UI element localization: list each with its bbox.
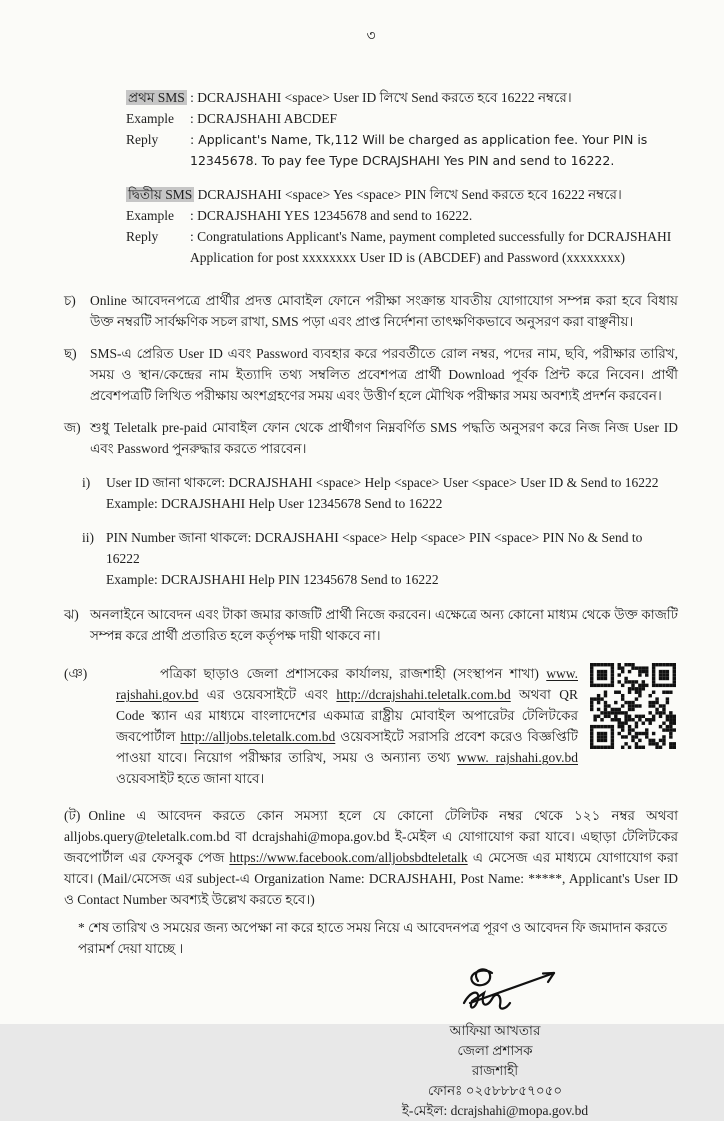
sms2-reply-label: Reply [126, 229, 159, 244]
signatory-title: জেলা প্রশাসক [457, 1043, 533, 1058]
help-item-1-line2: Example: DCRAJSHAHI Help User 12345678 Send to 16222 [106, 496, 443, 511]
help-item-1-label: i) [82, 475, 91, 490]
sms1-label: প্রথম SMS [128, 90, 185, 105]
signature-block [360, 963, 630, 1121]
sms-step-2 [126, 184, 678, 268]
signature-image [450, 963, 570, 1025]
advice-note: * শেষ তারিখ ও সময়ের জন্য অপেক্ষা না করে হাতে সময় নিয়ে এ আবেদনপত্র পূরণ ও আবেদন ফি জমাদান করতে পরামর্শ দেয়া যাচ্ছে । [78, 920, 668, 956]
sms1-example-value: : DCRAJSHAHI ABCDEF [190, 111, 338, 126]
help-item-2-line2: Example: DCRAJSHAHI Help PIN 12345678 Send to 16222 [106, 572, 439, 587]
email-label: ই-মেইল: [401, 1103, 448, 1118]
sms1-reply-label: Reply [126, 132, 159, 147]
help-item-1-line1: User ID জানা থাকলে: DCRAJSHAHI <space> Help <space> User <space> User ID & Send to 16222 [106, 475, 659, 490]
help-item-2-line1: PIN Number জানা থাকলে: DCRAJSHAHI <space> Help <space> PIN <space> PIN No & Send to 16222 [106, 530, 643, 566]
page-number: ৩ [366, 29, 376, 44]
sms1-reply-row [126, 129, 678, 171]
section-ta-text: Online এ আবেদন করতে কোন সমস্যা হলে যে কোনো টেলিটক নম্বর থেকে ১২১ নম্বর অথবা alljobs.query@teletalk.com.bd বা dcrajshahi@mopa.gov.bd ই-মেইল এ যোগাযোগ করা যাবে। এছাড়া টেলিটকের জবপোর্টাল এর ফেসবুক পেজ https://www.facebook.com/alljobsbdteletalk এ মেসেজ এর মাধ্যমে যোগাযোগ করা যাবে। (Mail/মেসেজ এর subject-এ Organization Name: DCRAJSHAHI, Post Name: *****, Applicant's User ID ও Contact Number অবশ্যই উল্লেখ করতে হবে।) [64, 808, 678, 907]
section-ta-label: (ট) [64, 808, 81, 823]
sms1-example-row [126, 108, 678, 129]
section-chha [64, 343, 678, 406]
section-ja-text: শুধু Teletalk pre-paid মোবাইল ফোন থেকে প্রার্থীগণ নিম্নবর্ণিত SMS পদ্ধতি অনুসরণ করে নিজ নিজ User ID এবং Password পুনরুদ্ধার করতে পারবেন। [90, 420, 678, 456]
section-chha-text: SMS-এ প্রেরিত User ID এবং Password ব্যবহার করে পরবর্তীতে রোল নম্বর, পদের নাম, ছবি, পরীক্ষার তারিখ, সময় ও স্থান/কেন্দ্রের নাম ইত্যাদি তথ্য সম্বলিত প্রবেশপত্র প্রার্থী Download পূর্বক প্রিন্ট করে নিবেন। প্রার্থী প্রবেশপত্রটি লিখিত পরীক্ষায় অংশগ্রহণের সময় এবং উত্তীর্ণ হলে মৌখিক পরীক্ষার সময় অবশ্যই প্রদর্শন করবেন। [90, 346, 678, 403]
sms1-reply-value: : Applicant's Name, Tk,112 Will be charged as application fee. Your PIN is 12345678. To pay fee Type DCRAJSHAHI Yes PIN and send to 16222. [190, 132, 648, 168]
sms2-example-row [126, 205, 678, 226]
section-ja [64, 417, 678, 459]
sms1-example-label: Example [126, 111, 174, 126]
sms2-example-value: : DCRAJSHAHI YES 12345678 and send to 16222. [190, 208, 473, 223]
qr-code [590, 663, 678, 789]
sms2-reply-value: : Congratulations Applicant's Name, payment completed successfully for DCRAJSHAHI Application for post xxxxxxxx User ID is (ABCDEF) and Password (xxxxxxxx) [190, 229, 672, 265]
section-cha-text: Online আবেদনপত্রে প্রার্থীর প্রদত্ত মোবাইল ফোনে পরীক্ষা সংক্রান্ত যাবতীয় যোগাযোগ সম্পন্ন করা হবে বিধায় উক্ত নম্বরটি সার্বক্ষণিক সচল রাখা, SMS পড়া এবং প্রাপ্ত নির্দেশনা তাৎক্ষণিকভাবে অনুসরণ করা বাঞ্ছনীয়। [90, 293, 678, 329]
sms1-instruction-line [126, 87, 678, 108]
section-ja-label: জ) [64, 420, 81, 435]
sms2-reply-row [126, 226, 678, 268]
sms2-example-label: Example [126, 208, 174, 223]
section-jha-label: ঝ) [64, 607, 79, 622]
signatory-phone: ফোনঃ ০২৫৮৮৮৫৭০৫০ [427, 1083, 563, 1098]
signatory-name: আফিয়া আখতার [449, 1023, 541, 1038]
sms1-instruction: : DCRAJSHAHI <space> User ID লিখে Send করতে হবে 16222 নম্বরে। [190, 90, 572, 105]
sms-step-1 [126, 87, 678, 171]
section-cha-label: চ) [64, 293, 76, 308]
help-item-2-label: ii) [82, 530, 94, 545]
section-jha [64, 604, 678, 646]
signatory-district: রাজশাহী [471, 1063, 519, 1078]
signatory-email-line [360, 1101, 630, 1121]
section-nga-label: (ঞ) [64, 666, 88, 681]
sms2-label: দ্বিতীয় SMS [128, 187, 193, 202]
section-ta-contact [64, 805, 678, 910]
help-item-pin [82, 527, 678, 590]
email-value: dcrajshahi@mopa.gov.bd [450, 1103, 589, 1118]
section-nga-text: পত্রিকা ছাড়াও জেলা প্রশাসকের কার্যালয়, রাজশাহী (সংস্থাপন শাখা) www. rajshahi.gov.bd এর ওয়েবসাইটে এবং http://dcrajshahi.teletalk.com.bd অথবা QR Code স্ক্যান এর মাধ্যমে বাংলাদেশের একমাত্র রাষ্ট্রীয় মোবাইল অপারেটর টেলিটকের জবপোর্টাল http://alljobs.teletalk.com.bd ওয়েবসাইটে সরাসরি প্রবেশ করেও বিজ্ঞপ্তিটি পাওয়া যাবে। নিয়োগ পরীক্ষার তারিখ, সময় ও অন্যান্য তথ্য www. rajshahi.gov.bd ওয়েবসাইট হতে জানা যাবে। [116, 666, 579, 786]
sms2-instruction: DCRAJSHAHI <space> Yes <space> PIN লিখে Send করতে হবে 16222 নম্বরে। [197, 187, 622, 202]
section-cha [64, 290, 678, 332]
section-chha-label: ছ) [64, 346, 77, 361]
section-jha-text: অনলাইনে আবেদন এবং টাকা জমার কাজটি প্রার্থী নিজে করবেন। এক্ষেত্রে অন্য কোনো মাধ্যম থেকে উক্ত কাজটি সম্পন্ন করে প্রার্থী প্রতারিত হলে কর্তৃপক্ষ দায়ী থাকবে না। [90, 607, 678, 643]
section-nga-websites [64, 663, 678, 789]
sms2-instruction-line [126, 184, 678, 205]
help-item-user-id [82, 472, 678, 514]
